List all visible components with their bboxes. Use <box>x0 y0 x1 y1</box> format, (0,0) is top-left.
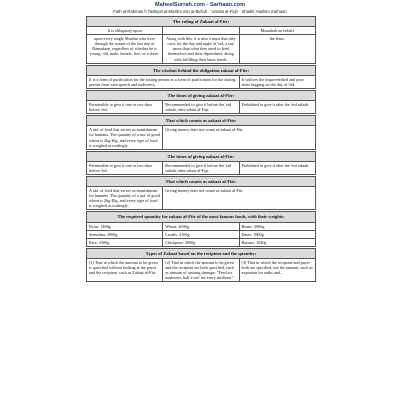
page-header <box>0 2 400 15</box>
counts-cell: A saa' of food that serves as nourishment for humans. The quantity of a saa' of good wheat is 2kg 40g, and every type of food is weighed accordingly. <box>87 126 163 149</box>
types-cell: [3] That in which the recipient and payer both are specified, not the amount, such as expiation for oaths and... <box>239 258 316 281</box>
quantity-cell: Chickpeas: 2000g <box>163 238 239 246</box>
quantity-title: The required quantity for zakaat al-Fitr of the most famous foods, with their weights: <box>87 212 316 222</box>
ruling-cell: upon every single Muslim who lives through the sunset of the last day of Ramadaan, regardless of whether he is young, old, male, female, free, or a slave. <box>87 35 163 63</box>
ruling-colhead: It is obligatory upon <box>87 27 163 35</box>
ruling-cell: Along with this, it is also a must that they own, for the day and night of 'eid, a saa' more than what they need to feed themselves and their dependents, along with fulfilling their basic needs. <box>163 35 239 63</box>
quantity-cell: Beans: 2060g <box>239 222 316 230</box>
quantity-cell: Wheat: 2040g <box>163 222 239 230</box>
site-name: MaheelSurrah.com - Sarhaan.com <box>154 2 246 8</box>
counts-title: That which counts as zakaat al-Fitr: <box>87 176 316 186</box>
types-title: Types of Zakaat based on the recipient and the quantity: <box>87 248 316 258</box>
counts-cell: Giving money does not count as zakaat al-Fitr. <box>163 126 316 149</box>
wisdom-cell: It suffices the impoverished and poor from begging on the day of 'eid. <box>239 75 316 88</box>
ruling-colhead <box>163 27 239 35</box>
ruling-cell: the fetus. <box>239 35 316 63</box>
times-cell: Recommended to give it before the 'eid salaah, after salaat al-Fajr. <box>163 101 239 114</box>
times-cell: Prohibited to give it after the 'eid salaah. <box>239 101 316 114</box>
quantity-cell: Lentils: 2100g <box>163 230 239 238</box>
times-cell: Prohibited to give it after the 'eid salaah. <box>239 161 316 174</box>
counts-cell: Giving money does not count as zakaat al-Fitr. <box>163 187 316 210</box>
header-subtitle: Fath al-Rahman fi Tazkiyat al-Muslim min al-Bid'ah · 'Umdat al-Fiqh · Shaikh Hashim Sarhaan <box>113 9 287 14</box>
quantity-cell: Raisins: 1640g <box>239 238 316 246</box>
quantity-cell: Rice: 2300g <box>87 238 163 246</box>
times-title: The times of giving zakaat al-Fitr: <box>87 90 316 100</box>
ruling-title: The ruling of Zakaat al-Fitr: <box>87 17 316 27</box>
times-cell: Permissible to give it one or two days before 'eid. <box>87 101 163 114</box>
quantity-cell: Semolina: 2000g <box>87 230 163 238</box>
zakaat-table <box>86 16 316 282</box>
times-cell: Permissible to give it one or two days before 'eid. <box>87 161 163 174</box>
quantity-cell: Dates: 1800g <box>239 230 316 238</box>
types-cell: [2] That in which the amount to be given and the recipient are both specified, such as ransom of causing damage: "Feed six miskeens; half a saa' for every miskeen." <box>163 258 239 281</box>
counts-title: That which counts as zakaat al-Fitr: <box>87 116 316 126</box>
wisdom-title: The wisdom behind the obligation zakaat al-Fitr: <box>87 65 316 75</box>
times-cell: Recommended to give it before the 'eid salaah, after salaat al-Fajr. <box>163 161 239 174</box>
counts-cell: A saa' of food that serves as nourishment for humans. The quantity of a saa' of good wheat is 2kg 40g, and every type of food is weighed accordingly. <box>87 187 163 210</box>
ruling-colhead: Mustahab on behalf <box>239 27 316 35</box>
types-cell: [1] That in which the amount to be given is specified without looking at the payer and the recipient, such as Zakaat al-Fitr. <box>87 258 163 281</box>
quantity-cell: Flour: 1400g <box>87 222 163 230</box>
wisdom-cell: It is a form of purification for the fasting person as a form of purification for the fasting person from vain speech and indecency <box>87 75 240 88</box>
times-title: The times of giving zakaat al-Fitr: <box>87 151 316 161</box>
